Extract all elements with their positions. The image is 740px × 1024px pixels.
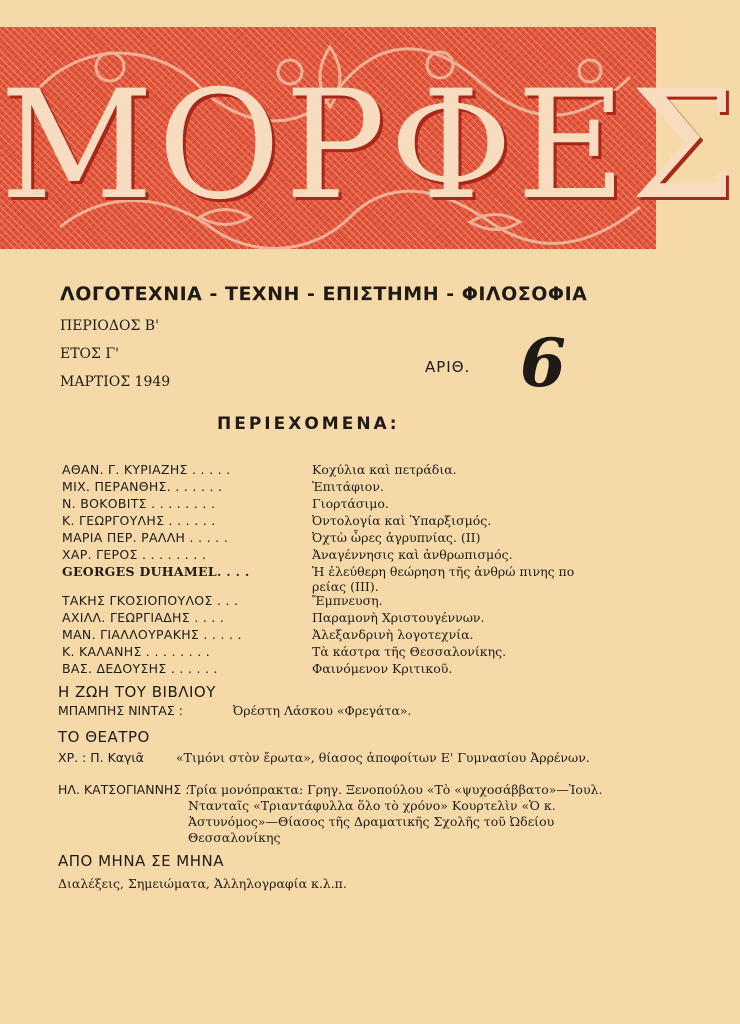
toc-author: GEORGES DUHAMEL. . . . [62,564,250,579]
toc-author: ΒΑΣ. ΔΕΔΟΥΣΗΣ . . . . . . [62,661,218,676]
toc-author: Ν. ΒΟΚΟΒΙΤΣ . . . . . . . . [62,496,216,511]
toc-entry [62,627,582,645]
toc-title: Κοχύλια καὶ πετράδια. [312,462,457,477]
toc-title: Φαινόμενον Κριτικοῦ. [312,661,453,676]
book-review-text: Ὀρέστη Λάσκου «Φρεγάτα». [233,703,412,718]
toc-entry [62,610,582,628]
toc-entry [62,479,582,497]
masthead-banner [0,27,740,249]
year-label: ΕΤΟΣ Γ' [60,346,119,362]
toc-entry [62,547,582,565]
issue-number: 6 [520,324,566,402]
toc-entry [62,496,582,514]
toc-author: ΧΑΡ. ΓΕΡΟΣ . . . . . . . . [62,547,207,562]
date-label: ΜΑΡΤΙΟΣ 1949 [60,374,171,390]
toc-author: ΜΑΝ. ΓΙΑΛΛΟΥΡΑΚΗΣ . . . . . [62,627,242,642]
toc-entry [62,462,582,480]
toc-title: Γιορτάσιμο. [312,496,389,511]
toc-title: Ἀλεξανδρινὴ λογοτεχνία. [312,627,474,642]
toc-author: ΜΑΡΙΑ ΠΕΡ. ΡΑΛΛΗ . . . . . [62,530,228,545]
journal-subtitle: ΛΟΓΟΤΕΧΝΙΑ - ΤΕΧΝΗ - ΕΠΙΣΤΗΜΗ - ΦΙΛΟΣΟΦΙΑ [60,283,588,305]
book-section-heading: Η ΖΩΗ ΤΟΥ ΒΙΒΛΙΟΥ [58,683,216,701]
theatre-entry-author: ΧΡ. : Π. Καγιᾶ [58,750,144,765]
toc-title: Ἐπιτάφιον. [312,479,384,494]
toc-title: Ἡ ἐλεύθερη θεώρηση τῆς ἀνθρώ πινης πο ρείας (ΙΙΙ). [312,564,575,594]
toc-entry [62,593,582,611]
toc-author: ΑΘΑΝ. Γ. ΚΥΡΙΑΖΗΣ . . . . . [62,462,231,477]
issue-label: ΑΡΙΘ. [425,358,471,376]
toc-title: Ὀχτὼ ὧρες ἀγρυπνίας. (ΙΙ) [312,530,481,545]
toc-author: Κ. ΚΑΛΑΝΗΣ . . . . . . . . [62,644,211,659]
toc-author: ΑΧΙΛΛ. ΓΕΩΡΓΙΑΔΗΣ . . . . [62,610,225,625]
contents-heading: ΠΕΡΙΕΧΟΜΕΝΑ: [217,414,400,434]
toc-author: Κ. ΓΕΩΡΓΟΥΛΗΣ . . . . . . [62,513,216,528]
toc-author: ΤΑΚΗΣ ΓΚΟΣΙΟΠΟΥΛΟΣ . . . [62,593,239,608]
masthead-title: ΜΟΡΦΕΣ [0,59,740,233]
toc-title: Ἔμπνευση. [312,593,383,608]
toc-title: Ἀναγέννησις καὶ ἀνθρωπισμός. [312,547,513,562]
theatre-entry-text: «Τιμόνι στὸν ἔρωτα», θίασος ἀποφοίτων Ε' Γυμνασίου Ἀρρένων. [176,750,590,765]
toc-entry [62,530,582,548]
book-review-author: ΜΠΑΜΠΗΣ ΝΙΝΤΑΣ : [58,703,183,718]
theatre-section-heading: ΤΟ ΘΕΑΤΡΟ [58,728,150,746]
period-label: ΠΕΡΙΟΔΟΣ Β' [60,318,159,334]
toc-author: ΜΙΧ. ΠΕΡΑΝΘΗΣ. . . . . . . [62,479,223,494]
toc-title: Ὀντολογία καὶ Ὑπαρξισμός. [312,513,492,528]
toc-entry [62,513,582,531]
theatre-entry-text: Τρία μονόπρακτα: Γρηγ. Ξενοπούλου «Τὸ «ψυχοσάββατο»—Ἰουλ. Ντανταῖς «Τριαντάφυλλα ὅλο τὸ χρόνο» Κουρτελὶν «Ὁ κ. Ἀστυνόμος»—Θίασος τῆς Δραματικῆς Σχολῆς τοῦ Ὠδείου Θεσσαλονίκης [188,782,603,845]
theatre-entry-author: ΗΛ. ΚΑΤΣΟΓΙΑΝΝΗΣ : [58,782,190,797]
toc-title: Τὰ κάστρα τῆς Θεσσαλονίκης. [312,644,507,659]
toc-entry [62,661,582,679]
month-section-text: Διαλέξεις, Σημειώματα, Ἀλληλογραφία κ.λ.π. [58,876,347,891]
toc-entry [62,644,582,662]
month-section-heading: ΑΠΟ ΜΗΝΑ ΣΕ ΜΗΝΑ [58,852,225,870]
toc-title: Παραμονὴ Χριστουγέννων. [312,610,485,625]
